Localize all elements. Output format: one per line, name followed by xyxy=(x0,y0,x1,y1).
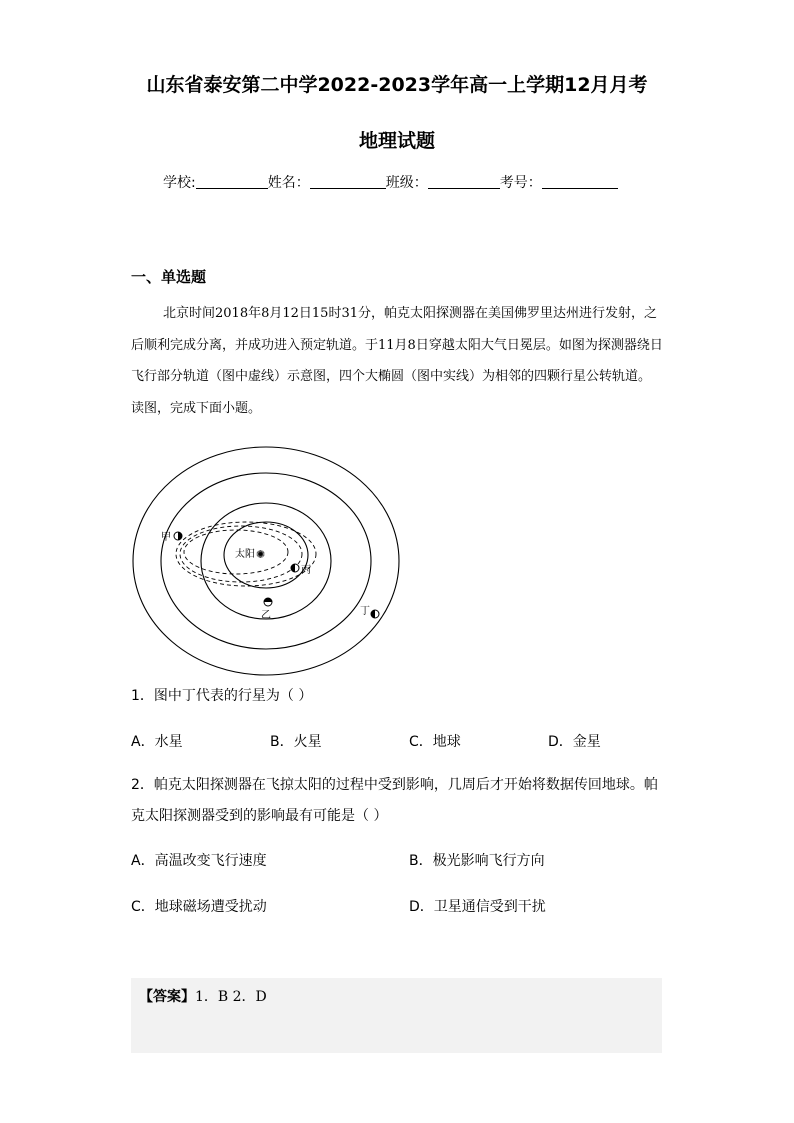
q2-option-c[interactable]: C．地球磁场遭受扰动 xyxy=(131,899,267,915)
class-field[interactable] xyxy=(428,174,500,189)
orbit-outer xyxy=(133,447,399,675)
answer-label: 【答案】 xyxy=(139,989,195,1005)
answer-box xyxy=(131,978,662,1053)
orbit-diagram xyxy=(131,444,411,676)
sun-icon: ✺ xyxy=(256,548,266,561)
planet-bing-label: 丙 xyxy=(301,565,311,576)
planet-ding xyxy=(360,605,379,618)
question-1-stem: 1．图中丁代表的行星为（ ） xyxy=(131,688,313,704)
sun-label: 太阳 xyxy=(235,549,255,560)
exam-title: 山东省泰安第二中学2022-2023学年高一上学期12月月考 xyxy=(146,74,648,96)
answer-line xyxy=(139,986,267,1006)
passage-text: 北京时间2018年8月12日15时31分，帕克太阳探测器在美国佛罗里达州进行发射，之后顺利完成分离，并成功进入预定轨道。于11月8日穿越太阳大气日冕层。如图为探测器绕日飞行部分轨道（图中虚线）示意图，四个大椭圆（图中实线）为相邻的四颗行星公转轨道。读图，完成下面小题。 xyxy=(131,306,663,416)
planet-yi-label: 乙 xyxy=(261,610,271,621)
planet-ding-label: 丁 xyxy=(360,606,370,617)
exam-subject: 地理试题 xyxy=(358,130,435,152)
planet-bing xyxy=(291,564,311,576)
student-info-row xyxy=(163,172,618,192)
name-label: 姓名： xyxy=(267,175,310,191)
name-field[interactable] xyxy=(310,174,386,189)
orbit-third xyxy=(161,473,371,649)
planet-yi xyxy=(261,598,272,621)
exam-no-field[interactable] xyxy=(542,174,618,189)
question-2-stem: 2．帕克太阳探测器在飞掠太阳的过程中受到影响，几周后才开始将数据传回地球。帕克太阳探测器受到的影响最有可能是（ ） xyxy=(131,777,658,824)
school-field[interactable] xyxy=(196,174,268,189)
answer-text: 1．B 2．D xyxy=(195,989,267,1005)
school-label: 学校: xyxy=(163,175,196,191)
q1-option-c[interactable]: C．地球 xyxy=(409,734,461,750)
passage xyxy=(131,298,663,424)
q2-option-d[interactable]: D．卫星通信受到干扰 xyxy=(409,899,546,915)
class-label: 班级： xyxy=(385,175,428,191)
q1-option-d[interactable]: D．金星 xyxy=(548,734,601,750)
planet-jia xyxy=(161,531,182,543)
exam-no-label: 考号： xyxy=(499,175,542,191)
q2-option-b[interactable]: B．极光影响飞行方向 xyxy=(409,853,545,869)
planet-jia-label: 甲 xyxy=(161,532,171,543)
q2-option-a[interactable]: A．高温改变飞行速度 xyxy=(131,853,267,869)
section-title: 一、单选题 xyxy=(131,268,207,286)
q1-option-b[interactable]: B．火星 xyxy=(270,734,322,750)
q1-option-a[interactable]: A．水星 xyxy=(131,734,183,750)
